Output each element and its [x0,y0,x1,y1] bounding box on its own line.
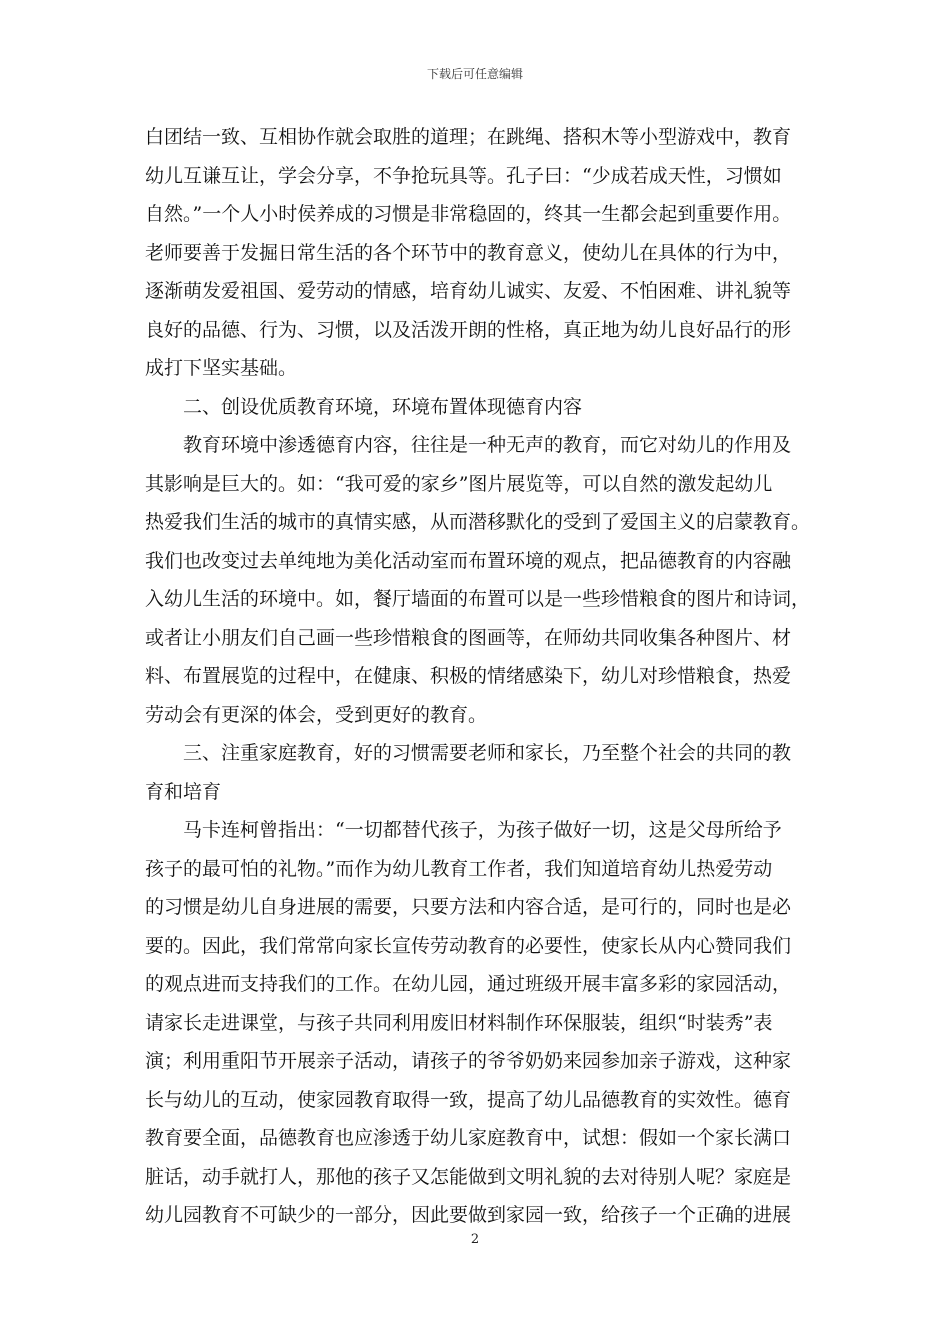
text-line: 入幼儿生活的环境中。如，餐厅墙面的布置可以是一些珍惜粮食的图片和诗词， [145,588,811,610]
text-line: 幼儿园教育不可缺少的一部分，因此要做到家园一致，给孩子一个正确的进展 [145,1204,792,1226]
text-line: 要的。因此，我们常常向家长宣传劳动教育的必要性，使家长从内心赞同我们 [145,934,792,957]
document-body [145,118,811,1235]
text-line: 请家长走进课堂，与孩子共同利用废旧材料制作环保服装，组织“时装秀”表 [145,1011,773,1034]
text-line: 长与幼儿的互动，使家园教育取得一致，提高了幼儿品德教育的实效性。德育 [145,1088,792,1111]
text-line: 热爱我们生活的城市的真情实感，从而潜移默化的受到了爱国主义的启蒙教育。 [145,511,811,533]
text-line: 其影响是巨大的。如：“我可爱的家乡”图片展览等，可以自然的激发起幼儿 [145,472,773,495]
text-line: 教育环境中渗透德育内容，往往是一种无声的教育，而它对幼儿的作用及 [183,434,792,456]
text-line: 自然。”一个人小时侯养成的习惯是非常稳固的，终其一生都会起到重要作用。 [145,203,792,225]
text-line: 的观点进而支持我们的工作。在幼儿园，通过班级开展丰富多彩的家园活动， [145,973,792,995]
page-number: 2 [470,1232,480,1247]
text-line: 成打下坚实基础。 [145,357,298,379]
text-line: 教育要全面，品德教育也应渗透于幼儿家庭教育中，试想：假如一个家长满口 [145,1127,792,1149]
text-line: 劳动会有更深的体会，受到更好的教育。 [145,703,488,726]
text-line: 料、布置展览的过程中，在健康、积极的情绪感染下，幼儿对珍惜粮食，热爱 [145,665,792,687]
text-line: 幼儿互谦互让，学会分享，不争抢玩具等。孔子曰：“少成若成天性，习惯如 [145,164,782,187]
section-heading-3-continued: 育和培育 [145,780,222,803]
text-line: 或者让小朋友们自己画一些珍惜粮食的图画等，在师幼共同收集各种图片、材 [145,626,792,649]
section-heading-2: 二、创设优质教育环境，环境布置体现德育内容 [183,395,583,418]
text-line: 孩子的最可怕的礼物。”而作为幼儿教育工作者，我们知道培育幼儿热爱劳动 [145,857,773,880]
text-line: 白团结一致、互相协作就会取胜的道理；在跳绳、搭积木等小型游戏中，教育 [145,126,792,148]
text-line: 老师要善于发掘日常生活的各个环节中的教育意义，使幼儿在具体的行为中， [145,241,792,264]
text-line: 逐渐萌发爱祖国、爱劳动的情感，培育幼儿诚实、友爱、不怕困难、讲礼貌等 [145,280,792,302]
text-line: 的习惯是幼儿自身进展的需要，只要方法和内容合适，是可行的，同时也是必 [145,896,792,918]
text-line: 演；利用重阳节开展亲子活动，请孩子的爷爷奶奶来园参加亲子游戏，这种家 [145,1050,792,1072]
section-heading-3: 三、注重家庭教育，好的习惯需要老师和家长，乃至整个社会的共同的教 [183,742,792,764]
text-line: 良好的品德、行为、习惯，以及活泼开朗的性格，真正地为幼儿良好品行的形 [145,318,792,341]
text-line: 我们也改变过去单纯地为美化活动室而布置环境的观点，把品德教育的内容融 [145,549,792,572]
text-line: 脏话，动手就打人，那他的孩子又怎能做到文明礼貌的去对待别人呢？家庭是 [145,1165,792,1188]
page-header: 下载后可任意编辑 [426,67,523,81]
text-line: 马卡连柯曾指出：“一切都替代孩子，为孩子做好一切，这是父母所给予 [183,819,782,841]
